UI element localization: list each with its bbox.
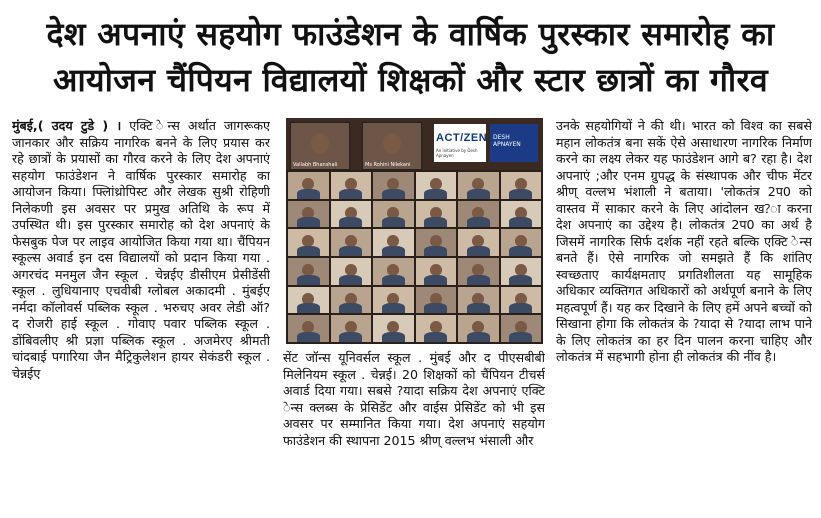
- speaker-face-icon: [383, 133, 400, 154]
- participant-tile: [373, 201, 414, 228]
- article-column-3: उनके सहयोगियों ने की थी। भारत को विश्व का सबसे महान लोकतंत्र बना सकें ऐसे असाधारण नागरिक निर्माण करने का लक्ष्य लेकर यह फाउंडेशन आगे ब? रहा है। देश अपनाएं ;और एनम ग्रुपद्ध के संस्थापक और चीफ मेंटर श्रीण् वल्लभ भंशाली ने बताया। 'लोकतंत्र 2प0 को वास्तव में साकार करने के लिए आंदोलन ख?ा करना देश अपनाएं का उद्देश्य है। लोकतंत्र 2प0 का अर्थ है जिसमें नागरिक सिर्फ दर्शक नहीं रहते बल्कि एक्टि ेन्स बनते हैं। ऐसे नागरिक जो समझते हैं कि शांतिए स्वच्छताए कार्यक्षमताए प्रगतिशीलता यह सामूहिक अधिकार व्यक्तिगत अधिकारों को अर्थपूर्ण बनाने के लिए महत्वपूर्ण हैं। यह कर दिखाने के लिए हमें अपने बच्चों को सिखाना होगा कि लोकतंत्र के ?यादा से ?यादा लाभ पाने के लिए लोकतंत्र का हर दिन पालन करना चाहिए और लोकतंत्र में सहभागी होना ही लोकतंत्र की नींव है।: [556, 118, 812, 364]
- participant-tile: [288, 201, 329, 228]
- logo-subtitle: An initiative by Desh Apnayen: [436, 148, 478, 158]
- participant-tile: [501, 229, 542, 256]
- participant-tile: [416, 201, 457, 228]
- headline-line-2: आयोजन चैंपियन विद्यालयों शिक्षकों और स्टार छात्रों का गौरव: [53, 61, 768, 99]
- logo2-text: DESH APNAYEN: [493, 134, 521, 148]
- participant-tile: [416, 258, 457, 285]
- speaker-face-icon: [311, 133, 328, 154]
- participant-tile: [331, 229, 372, 256]
- article-column-2: सेंट जॉन्स यूनिवर्सल स्कूल . मुंबई और द पीएसबीबी मिलेनियम स्कूल . चेन्नई। 20 शिक्षकों को चैंपियन टीचर्स अवार्ड दिया गया। सबसे ?यादा सक्रिय देश अपनाएं एक्टि ेन्स क्लब्स के प्रेसिडेंट और वाईस प्रेसिडेंट को भी इस अवसर पर सम्मानित किया गया। देश अपनाएं सहयोग फाउंडेशन की स्थापना 2015 श्रीण् वल्लभ भंसाली और: [283, 350, 545, 448]
- logo-text: ACT/ZEN: [436, 132, 488, 144]
- participant-tile: [416, 172, 457, 199]
- participant-tile: [288, 287, 329, 314]
- participant-tile: [331, 201, 372, 228]
- participant-tile: [501, 258, 542, 285]
- participant-tile: [501, 172, 542, 199]
- participant-tile: [458, 229, 499, 256]
- headline-line-1: देश अपनाएं सहयोग फाउंडेशन के वार्षिक पुरस्कार समारोह का: [46, 15, 775, 53]
- participant-tile: [288, 229, 329, 256]
- participant-tile: [458, 287, 499, 314]
- participant-tile: [288, 315, 329, 342]
- participant-tile: [501, 201, 542, 228]
- participant-tile: [373, 172, 414, 199]
- participant-tile: [501, 315, 542, 342]
- participant-tile: [373, 287, 414, 314]
- article-column-1: [12, 118, 270, 514]
- speaker-2-name: Ms Rohini Nilekani: [365, 162, 411, 168]
- participant-tile: [373, 315, 414, 342]
- speaker-tile-1: [290, 122, 350, 170]
- participant-tile: [416, 315, 457, 342]
- participant-tile: [501, 287, 542, 314]
- participant-tile: [331, 172, 372, 199]
- participant-tile: [416, 229, 457, 256]
- participant-tile: [458, 172, 499, 199]
- participant-tile: [331, 315, 372, 342]
- participant-tile: [331, 287, 372, 314]
- participant-tile: [373, 229, 414, 256]
- participant-tile: [458, 258, 499, 285]
- actizen-logo: [434, 124, 486, 162]
- participant-grid: [288, 172, 541, 342]
- column-1-text: एक्टि ेन्स अर्थात जागरूकए जानकार और सक्रिय नागरिक बनने के लिए प्रयास कर रहे छात्रों के प्रयासों का गौरव करने के लिए देश अपनाएं सहयोग फाउंडेशन ने वार्षिक पुरस्कार समारोह का आयोजन किया। फ्लिांथ्रोपिस्ट और लेखक सुश्री रोहिणी निलेकणी इस अवसर पर प्रमुख अतिथि के रूप में उपस्थित थी। इस पुरस्कार समारोह को देश अपनाएं के फेसबुक पेज पर लाइव आयोजित किया गया था। चैंपियन स्कूल्स अवार्ड इन दस विद्यालयों को प्रदान किया गया . अगरचंद मनमुल जैन स्कूल . चेन्नईए डीसीएम प्रेसीडेंसी स्कूल . लुधियानाए एचवीबी ग्लोबल अकादमी . मुंबईए नर्मदा कॉलोवर्स पब्लिक स्कूल . भरुचए अवर लेडी ऑ? द रोजरी हाई स्कूल . गोवाए पवार पब्लिक स्कूल . डोंबिवलीए श्री प्रज्ञा पब्लिक स्कूल . अजमेरए श्रीमती चांदबाई पगारिया जैन मैट्रिकुलेशन हायर सेकंडरी स्कूल . चेन्नईए: [12, 118, 270, 381]
- participant-tile: [331, 258, 372, 285]
- participant-tile: [288, 258, 329, 285]
- speaker-1-name: Vallabh Bhanshali: [293, 162, 338, 168]
- participant-tile: [458, 201, 499, 228]
- speaker-tile-2: [362, 122, 422, 170]
- event-photo: [286, 118, 543, 344]
- participant-tile: [288, 172, 329, 199]
- participant-tile: [416, 287, 457, 314]
- participant-tile: [458, 315, 499, 342]
- participant-tile: [373, 258, 414, 285]
- desh-apnayen-logo: [490, 124, 538, 162]
- dateline: मुंबई,( उदय टुडे ) ।: [12, 118, 122, 133]
